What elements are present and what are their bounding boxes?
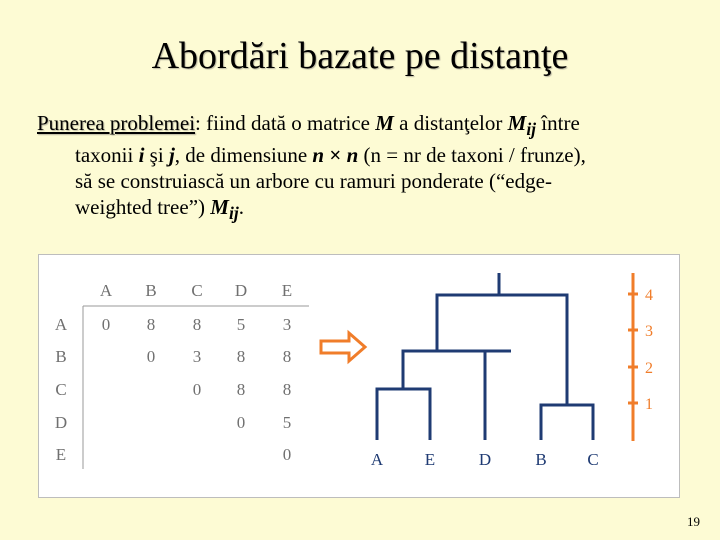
matrix-cell: 8 [236,347,246,366]
page-number: 19 [687,514,700,529]
matrix-header-a: A [99,281,113,300]
matrix-cell: 8 [236,380,246,399]
matrix-header-e: E [281,281,293,300]
matrix-cell: 8 [146,315,156,334]
matrix-header-c: C [191,281,203,300]
matrix-cell: 0 [146,347,156,366]
scale-label-1: 1 [645,396,653,413]
problem-statement [37,110,687,226]
problem-line-3: să se construiască un arbore cu ramuri ponderate (“edge- [75,169,552,194]
subscript: ij [228,203,239,224]
text-fragment: : fiind dată o matrice [195,111,376,135]
subscript: ij [526,119,537,140]
matrix-row-label-c: C [55,380,67,399]
index-i: i [138,143,145,168]
scale-label-3: 3 [645,323,653,340]
leaf-label-d: D [478,450,492,469]
leaf-label-c: C [587,450,599,469]
figure-svg [39,255,679,497]
matrix-cell: 8 [282,347,292,366]
times-symbol: × [324,143,347,168]
distance-symbol: M [210,195,229,220]
index-j: j [168,143,175,168]
problem-line-4 [37,194,687,226]
branch-B-C [541,405,593,440]
dim-n: n [312,143,325,168]
leaf-label-a: A [370,450,384,469]
matrix-cell: 3 [282,315,292,334]
dim-n: n [346,143,359,168]
matrix-row-label-d: D [54,413,68,432]
figure-panel [38,254,680,498]
distance-symbol: M [507,111,527,135]
text-fragment: şi [144,143,169,168]
text-fragment: a distanţelor [393,111,508,135]
leaf-label-e: E [424,450,436,469]
scale-label-2: 2 [645,360,653,377]
leaf-label-b: B [535,450,547,469]
matrix-symbol: M [375,111,394,135]
matrix-cell: 3 [192,347,202,366]
matrix-cell: 8 [192,315,202,334]
matrix-row-label-e: E [55,445,67,464]
text-fragment: între [536,111,580,135]
distance-matrix [55,281,292,464]
branch-A-E [377,389,430,440]
matrix-cell: 0 [192,380,202,399]
problem-label: Punerea problemei [37,111,196,135]
arrow-right-icon [321,333,365,361]
matrix-cell: 0 [282,445,292,464]
text-fragment: . [238,195,244,220]
matrix-cell: 0 [236,413,246,432]
text-fragment: taxonii [75,143,139,168]
text-fragment: , de dimensiune [174,143,313,168]
branch-root [437,295,567,351]
text-fragment: (n = nr de taxoni / frunze), [358,143,586,168]
matrix-row-label-b: B [55,347,67,366]
matrix-header-b: B [145,281,157,300]
matrix-row-label-a: A [54,315,68,334]
branch-AE-up [403,351,511,389]
matrix-cell: 5 [282,413,292,432]
dendrogram [377,273,593,440]
matrix-header-d: D [234,281,248,300]
slide-title: Abordări bazate pe distanţe [151,35,569,77]
scale-label-4: 4 [645,287,653,304]
tree-leaves [371,450,599,469]
matrix-cell: 0 [101,315,111,334]
matrix-cell: 8 [282,380,292,399]
matrix-cell: 5 [236,315,246,334]
problem-line-2 [37,142,687,168]
text-fragment: weighted tree”) [75,195,211,220]
